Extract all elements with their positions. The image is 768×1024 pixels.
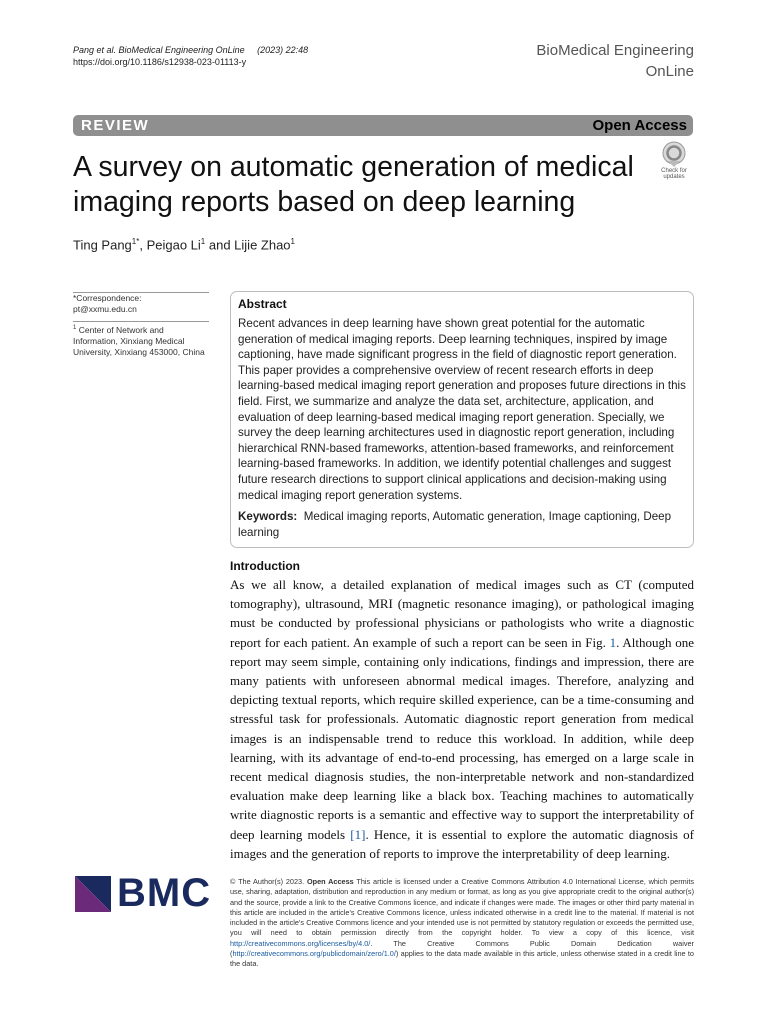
- correspondence-block: [73, 293, 142, 315]
- affiliation-sup: 1: [73, 325, 77, 331]
- author-affiliation-sup: 1*: [131, 237, 140, 246]
- open-access-label: Open Access: [592, 117, 687, 134]
- author-affiliation-sup: 1: [200, 237, 206, 246]
- keywords-block: [238, 509, 686, 540]
- citation-year: (2023) 22:48: [257, 45, 309, 55]
- check-updates-icon: [654, 140, 694, 180]
- figure-reference-link[interactable]: 1: [609, 634, 617, 650]
- bmc-logo-text: BMC: [117, 871, 212, 915]
- citation-reference-link[interactable]: [1]: [350, 826, 366, 842]
- abstract-text: Recent advances in deep learning have shown great potential for the automatic generation of medical imaging reports. Deep learning techniques, inspired by image captioning, have made significant progress in the field of diagnostic report generation. This paper provides a comprehensive overview of recent research efforts in deep learning-based medical imaging report generation and proposes future directions in this field. First, we summarize and analyze the data set, architecture, application, and evaluation of deep learning-based medical imaging report generation. Specially, we survey the deep learning architectures used in diagnostic report generation, including hierarchical RNN-based frameworks, attention-based frameworks, and reinforcement learning-based frameworks. In addition, we identify potential challenges and suggest future research directions to support clinical applications and decision-making using medical imaging report generation systems.: [238, 317, 686, 502]
- check-updates-line1: Check for: [661, 168, 687, 174]
- affiliation-block: [73, 323, 209, 358]
- keywords-label: Keywords:: [238, 510, 298, 523]
- affiliation-text: Center of Network and Information, Xinxiang Medical University, Xinxiang 453000, China: [73, 324, 205, 357]
- author-list: Ting Pang$^{1*}$, Peigao Li$^1$ and Lijie Zhao$^1$: [73, 237, 295, 253]
- license-link[interactable]: http://creativecommons.org/licenses/by/4.0/: [230, 938, 371, 948]
- license-text: © The Author(s) 2023. Open Access This article is licensed under a Creative Commons Attribution 4.0 International License, which permits use, sharing, adaptation, distribution and reproduction in any medium or format, as long as you give appropriate credit to the original author(s) and the source, provide a link to the Creative Commons licence, and indicate if changes were made. The images or other third party material in this article are included in the article's Creative Commons licence, unless indicated otherwise in a credit line to the material. If material is not included in the article's Creative Commons licence and your intended use is not permitted by statutory regulation or exceeds the permitted use, you will need to obtain permission directly from the copyright holder. To view a copy of this licence, visit http://creativecommons.org/licenses/by/4.0/. The Creative Commons Public Domain Dedication waiver (http://creativecommons.org/publicdomain/zero/1.0/) applies to the data made available in this article, unless otherwise stated in a credit line to the data.: [230, 877, 695, 969]
- bmc-logo-mark: [75, 876, 111, 912]
- section-heading: Introduction: [230, 559, 300, 573]
- journal-name-line1: BioMedical Engineering: [536, 42, 694, 59]
- doi-link[interactable]: https://doi.org/10.1186/s12938-023-01113-y: [73, 57, 247, 67]
- bmc-logo: [75, 871, 215, 915]
- author-name[interactable]: Lijie Zhao: [234, 237, 291, 253]
- abstract-heading: Abstract: [238, 297, 287, 311]
- journal-name: [536, 40, 694, 82]
- correspondence-label: *Correspondence:: [73, 293, 142, 303]
- citation-line: [73, 44, 308, 57]
- article-title: A survey on automatic generation of medical imaging reports based on deep learning: [73, 151, 634, 218]
- check-for-updates-badge[interactable]: [654, 140, 694, 180]
- public-domain-link[interactable]: http://creativecommons.org/publicdomain/zero/1.0/: [232, 949, 396, 959]
- article-type-bar: [73, 115, 693, 136]
- sidebar-divider: [73, 321, 209, 322]
- journal-name-line2: OnLine: [645, 63, 694, 80]
- author-affiliation-sup: 1: [290, 237, 295, 246]
- article-type-label: REVIEW: [81, 117, 150, 134]
- author-name[interactable]: Ting Pang: [73, 237, 132, 253]
- check-updates-line2: updates: [663, 174, 685, 180]
- author-name[interactable]: Peigao Li: [146, 237, 201, 253]
- introduction-paragraph: As we all know, a detailed explanation of medical images such as CT (computed tomography), ultrasound, MRI (magnetic resonance imaging), or pathological imaging must be conducted by professional physicians or pathologists who write a diagnostic report for each patient. An example of such a report can be seen in Fig. 1. Although one report may seem simple, containing only indications, findings and impression, there are many patients with unforeseen abnormal medical images. Therefore, analyzing and depicting textual reports, which require skilled experience, can be a time-consuming and stressful task for professionals. Automatic diagnostic report generation from medical images is an indispensable trend to reduce this workload. In addition, while deep learning, with its advantage of end-to-end processing, has emerged on a large scale in recent medical diagnosis studies, the non-interpretable network and non-standardized evaluation make deep learning like a black box. Teaching machines to automatically write diagnostic reports is a semantic and effective way to support the interpretability of deep learning models [1]. Hence, it is essential to explore the automatic diagnosis of images and the generation of reports to improve the interpretability of deep learning.: [230, 577, 695, 861]
- citation-authors: Pang et al. BioMedical Engineering OnLine: [73, 45, 245, 55]
- correspondence-email[interactable]: pt@xxmu.edu.cn: [73, 304, 137, 314]
- keywords-list: Medical imaging reports, Automatic generation, Image captioning, Deep learning: [238, 510, 672, 539]
